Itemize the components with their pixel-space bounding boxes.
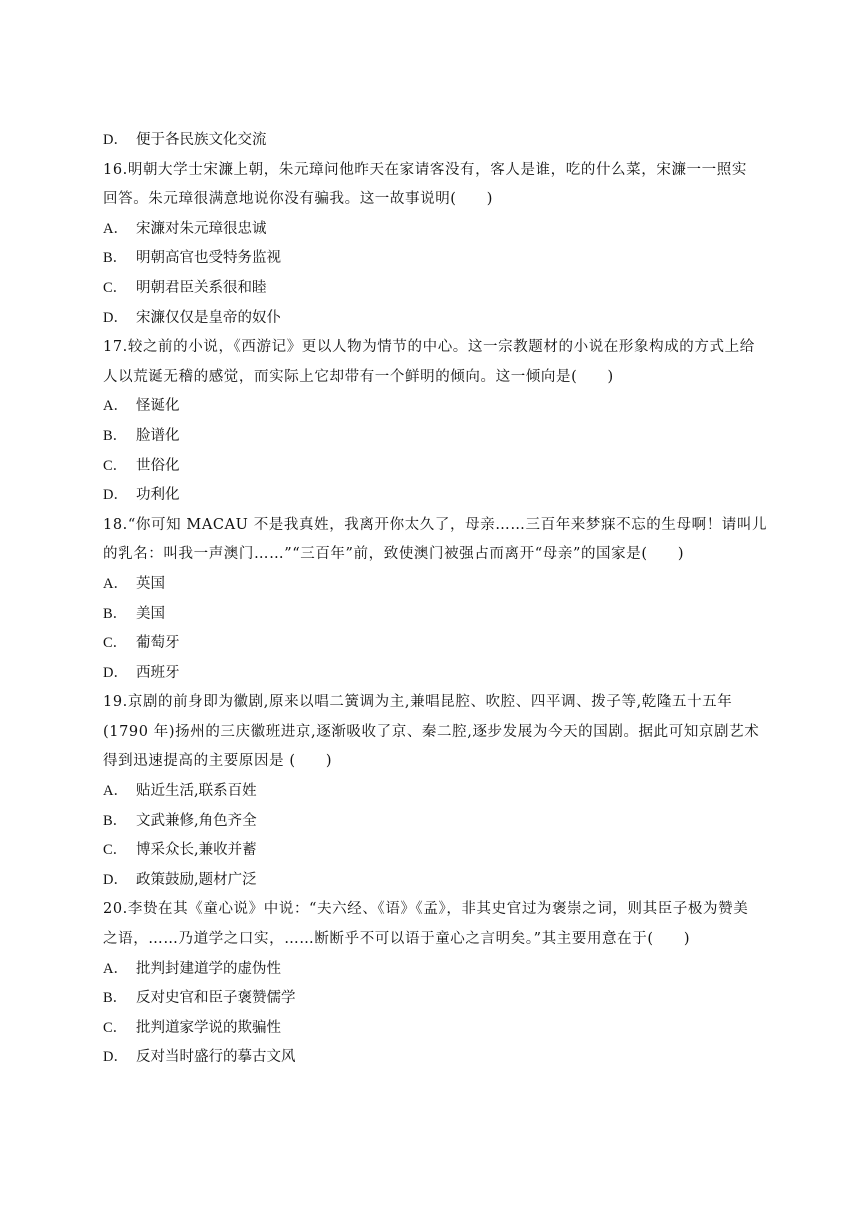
option-text: 明朝君臣关系很和睦 [136, 279, 267, 296]
option-letter: C． [103, 842, 128, 859]
question-stem-line: (1790 年)扬州的三庆徽班进京,逐渐吸收了京、秦二腔,逐步发展为今天的国剧。据此可知京剧艺术 [103, 723, 760, 740]
option-letter: D． [103, 1049, 128, 1066]
option-c [103, 836, 763, 866]
option-b [103, 422, 763, 452]
option-text: 功利化 [136, 487, 180, 504]
option-text: 葡萄牙 [136, 635, 180, 652]
question-stem-line: 16.明朝大学士宋濂上朝，朱元璋问他昨天在家请客没有，客人是谁，吃的什么菜，宋濂一一照实 [103, 161, 747, 178]
option-letter: D． [103, 871, 128, 888]
option-text: 英国 [136, 575, 165, 592]
option-c [103, 452, 763, 482]
option-text: 西班牙 [136, 664, 180, 681]
option-letter: C． [103, 457, 128, 474]
option-letter: D． [103, 664, 128, 681]
option-c [103, 1014, 763, 1044]
option-text: 怪诞化 [136, 398, 180, 415]
option-letter: D． [103, 487, 128, 504]
question-18 [103, 511, 768, 689]
option-d [103, 481, 763, 511]
option-d [103, 659, 763, 689]
option-text: 政策鼓励,题材广泛 [136, 871, 257, 888]
option-a [103, 955, 763, 985]
option-letter: C． [103, 279, 128, 296]
option-text: 反对当时盛行的摹古文风 [136, 1049, 296, 1066]
option-letter: A． [103, 398, 128, 415]
question-stem-line: 回答。朱元璋很满意地说你没有骗我。这一故事说明( ) [103, 191, 494, 208]
question-20 [103, 895, 763, 1073]
option-letter: B． [103, 250, 128, 267]
question-stem-line: 17.较之前的小说，《西游记》更以人物为情节的中心。这一宗教题材的小说在形象构成的方式上给 [103, 339, 755, 356]
question-19 [103, 688, 763, 895]
option-d [103, 1043, 763, 1073]
option-c [103, 274, 763, 304]
question-stem-line: 得到迅速提高的主要原因是 ( ) [103, 753, 333, 770]
option-text: 博采众长,兼收并蓄 [136, 842, 257, 859]
option-letter: A． [103, 220, 128, 237]
question-16 [103, 156, 763, 334]
option-text: 便于各民族文化交流 [136, 132, 267, 148]
option-letter: A． [103, 783, 128, 800]
option-text: 文武兼修,角色齐全 [136, 812, 257, 829]
option-b [103, 984, 763, 1014]
option-d [103, 304, 763, 334]
option-letter: D． [103, 132, 128, 148]
option-b [103, 600, 763, 630]
question-stem-line: 20.李贽在其《童心说》中说：“夫六经、《语》《孟》，非其史官过为褒崇之词，则其臣子极为赞美 [103, 901, 749, 918]
option-text: 批判道家学说的欺骗性 [136, 1019, 281, 1036]
option-letter: D． [103, 309, 128, 326]
option-letter: B． [103, 427, 128, 444]
option-letter: C． [103, 1019, 128, 1036]
option-letter: B． [103, 990, 128, 1007]
document-page [103, 126, 768, 1073]
option-letter: B． [103, 605, 128, 622]
option-text: 反对史官和臣子褒赞儒学 [136, 990, 296, 1007]
question-stem-line: 的乳名：叫我一声澳门……”“三百年”前，致使澳门被强占而离开“母亲”的国家是( ) [103, 546, 685, 563]
option-b [103, 807, 763, 837]
question-stem-line: 18.“你可知 MACAU 不是我真姓，我离开你太久了，母亲……三百年来梦寐不忘的生母啊！请叫儿 [103, 516, 768, 533]
option-letter: C． [103, 635, 128, 652]
option-letter: A． [103, 575, 128, 592]
option-a [103, 392, 763, 422]
question-stem-line: 人以荒诞无稽的感觉，而实际上它却带有一个鲜明的倾向。这一倾向是( ) [103, 368, 614, 385]
question-stem-line: 19.京剧的前身即为徽剧,原来以唱二簧调为主,兼唱昆腔、吹腔、四平调、拨子等,乾隆五十五年 [103, 694, 733, 711]
option-b [103, 244, 763, 274]
question-17 [103, 333, 763, 511]
option-text: 宋濂仅仅是皇帝的奴仆 [136, 309, 281, 326]
option-text: 明朝高官也受特务监视 [136, 250, 281, 267]
question-stem-line: 之语，……乃道学之口实，……断断乎不可以语于童心之言明矣。”其主要用意在于( ) [103, 931, 691, 948]
question-15-tail [103, 126, 763, 156]
option-a [103, 777, 763, 807]
option-a [103, 215, 763, 245]
option-letter: B． [103, 812, 128, 829]
option-text: 宋濂对朱元璋很忠诚 [136, 220, 267, 237]
option-text: 脸谱化 [136, 427, 180, 444]
option-letter: A． [103, 960, 128, 977]
option-text: 贴近生活,联系百姓 [136, 783, 257, 800]
option-d [103, 126, 763, 156]
option-text: 批判封建道学的虚伪性 [136, 960, 281, 977]
option-text: 世俗化 [136, 457, 180, 474]
option-d [103, 866, 763, 896]
option-a [103, 570, 763, 600]
option-text: 美国 [136, 605, 165, 622]
option-c [103, 629, 763, 659]
